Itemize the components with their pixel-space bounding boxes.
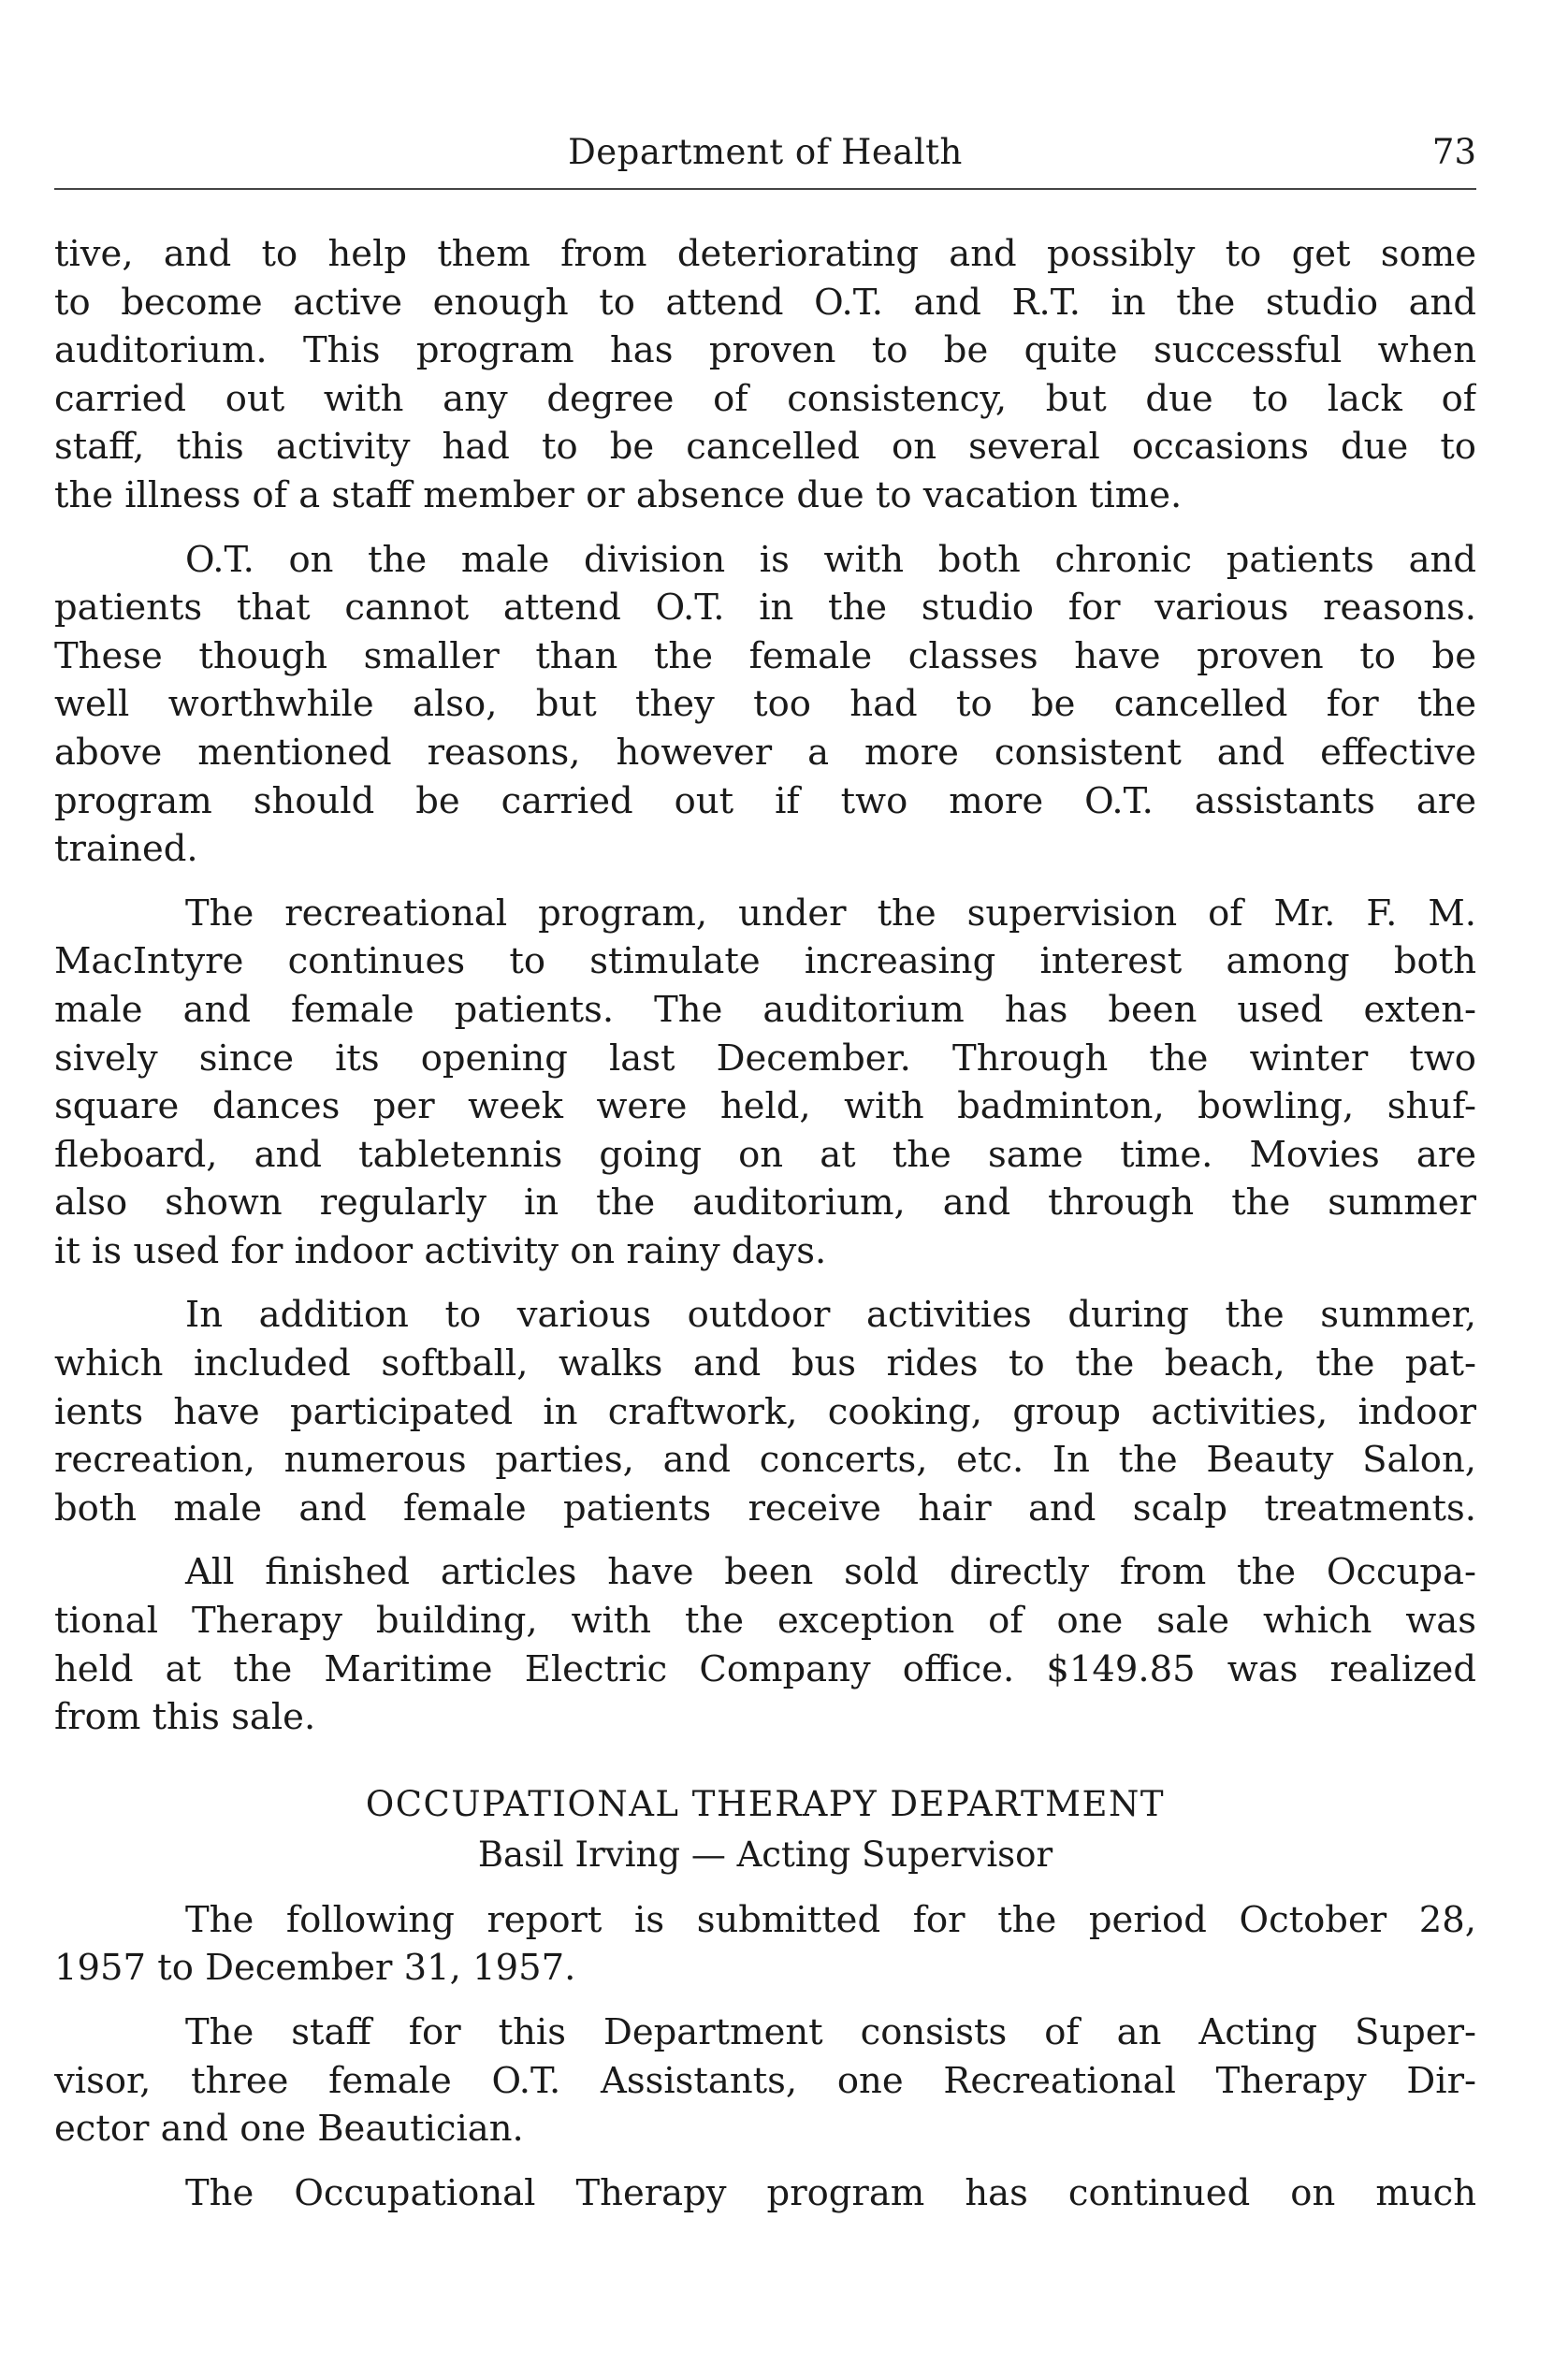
section-gap — [54, 1742, 1476, 1779]
text-line: 1957 to December 31, 1957. — [54, 1947, 576, 1990]
text-line: staff, this activity had to be cancelled on several occasions due to — [54, 426, 1476, 469]
text-line: well worthwhile also, but they too had to be cancelled for the — [54, 683, 1476, 726]
text-line: above mentioned reasons, however a more consistent and effective — [54, 731, 1476, 774]
text-line: trained. — [54, 828, 198, 871]
text-line: tional Therapy building, with the exception of one sale which was — [54, 1600, 1476, 1643]
paragraph-gap — [54, 1993, 1476, 2008]
text-line: visor, three female O.T. Assistants, one Recreational Therapy Dir- — [54, 2059, 1476, 2102]
text-line: tive, and to help them from deteriorating and possibly to get some — [54, 233, 1476, 275]
paragraph-gap — [54, 874, 1476, 890]
text-line: from this sale. — [54, 1696, 316, 1739]
text-line: held at the Maritime Electric Company office. $149.85 was realized — [54, 1647, 1476, 1690]
text-line: O.T. on the male division is with both chronic patients and — [185, 538, 1476, 581]
text-line: both male and female patients receive hair and scalp treatments. — [54, 1486, 1476, 1530]
text-line: The staff for this Department consists of an Acting Super- — [185, 2011, 1476, 2053]
text-line: which included softball, walks and bus rides to the beach, the pat- — [54, 1342, 1476, 1385]
running-title: Department of Health — [568, 132, 963, 172]
paragraph-gap — [54, 1275, 1476, 1291]
paragraph-finished-articles — [54, 1548, 1476, 1741]
text-line: The recreational program, under the supervision of Mr. F. M. — [185, 892, 1476, 935]
text-line: The Occupational Therapy program has continued on much — [185, 2171, 1476, 2214]
text-line: MacIntyre continues to stimulate increasing interest among both — [54, 940, 1476, 983]
page-header — [54, 129, 1476, 176]
text-line: program should be carried out if two more O.T. assistants are — [54, 779, 1476, 822]
paragraph-gap — [54, 2153, 1476, 2169]
text-line: to become active enough to attend O.T. and R.T. in the studio and — [54, 281, 1476, 324]
text-line: sively since its opening last December. Through the winter two — [54, 1037, 1476, 1080]
paragraph-gap — [54, 1532, 1476, 1548]
text-line: fleboard, and tabletennis going on at the same time. Movies are — [54, 1133, 1476, 1176]
text-line: square dances per week were held, with badminton, bowling, shuf- — [54, 1085, 1476, 1128]
text-line: ector and one Beautician. — [54, 2108, 524, 2151]
paragraph-staff — [54, 2008, 1476, 2153]
paragraph-report-period — [54, 1896, 1476, 1993]
paragraph-gap — [54, 1880, 1476, 1896]
paragraph-program-continued — [54, 2169, 1476, 2218]
text-line: All finished articles have been sold directly from the Occupa- — [185, 1551, 1476, 1594]
text-line: ients have participated in craftwork, cooking, group activities, indoor — [54, 1390, 1476, 1433]
paragraph-recreational-program — [54, 890, 1476, 1276]
text-line: also shown regularly in the auditorium, and through the summer — [54, 1182, 1476, 1225]
page-body — [54, 230, 1476, 2217]
text-line: carried out with any degree of consistency, but due to lack of — [54, 377, 1476, 420]
section-subheading: Basil Irving — Acting Supervisor — [477, 1834, 1053, 1875]
paragraph-male-division — [54, 536, 1476, 874]
section-heading: OCCUPATIONAL THERAPY DEPARTMENT — [365, 1783, 1166, 1824]
page-number: 73 — [1431, 132, 1476, 172]
text-line: The following report is submitted for the period October 28, — [185, 1898, 1476, 1941]
text-line: auditorium. This program has proven to be quite successful when — [54, 329, 1476, 372]
text-line: recreation, numerous parties, and concerts, etc. In the Beauty Salon, — [54, 1439, 1476, 1482]
text-line: male and female patients. The auditorium has been used exten- — [54, 988, 1476, 1031]
text-line: it is used for indoor activity on rainy days. — [54, 1229, 827, 1272]
paragraph-gap — [54, 520, 1476, 536]
paragraph-outdoor-activities — [54, 1291, 1476, 1532]
paragraph-continuation — [54, 230, 1476, 520]
text-line: patients that cannot attend O.T. in the studio for various reasons. — [54, 587, 1476, 630]
text-line: In addition to various outdoor activities during the summer, — [185, 1294, 1476, 1337]
header-rule — [54, 188, 1476, 190]
text-line: the illness of a staff member or absence due to vacation time. — [54, 473, 1183, 516]
text-line: These though smaller than the female classes have proven to be — [54, 634, 1476, 677]
